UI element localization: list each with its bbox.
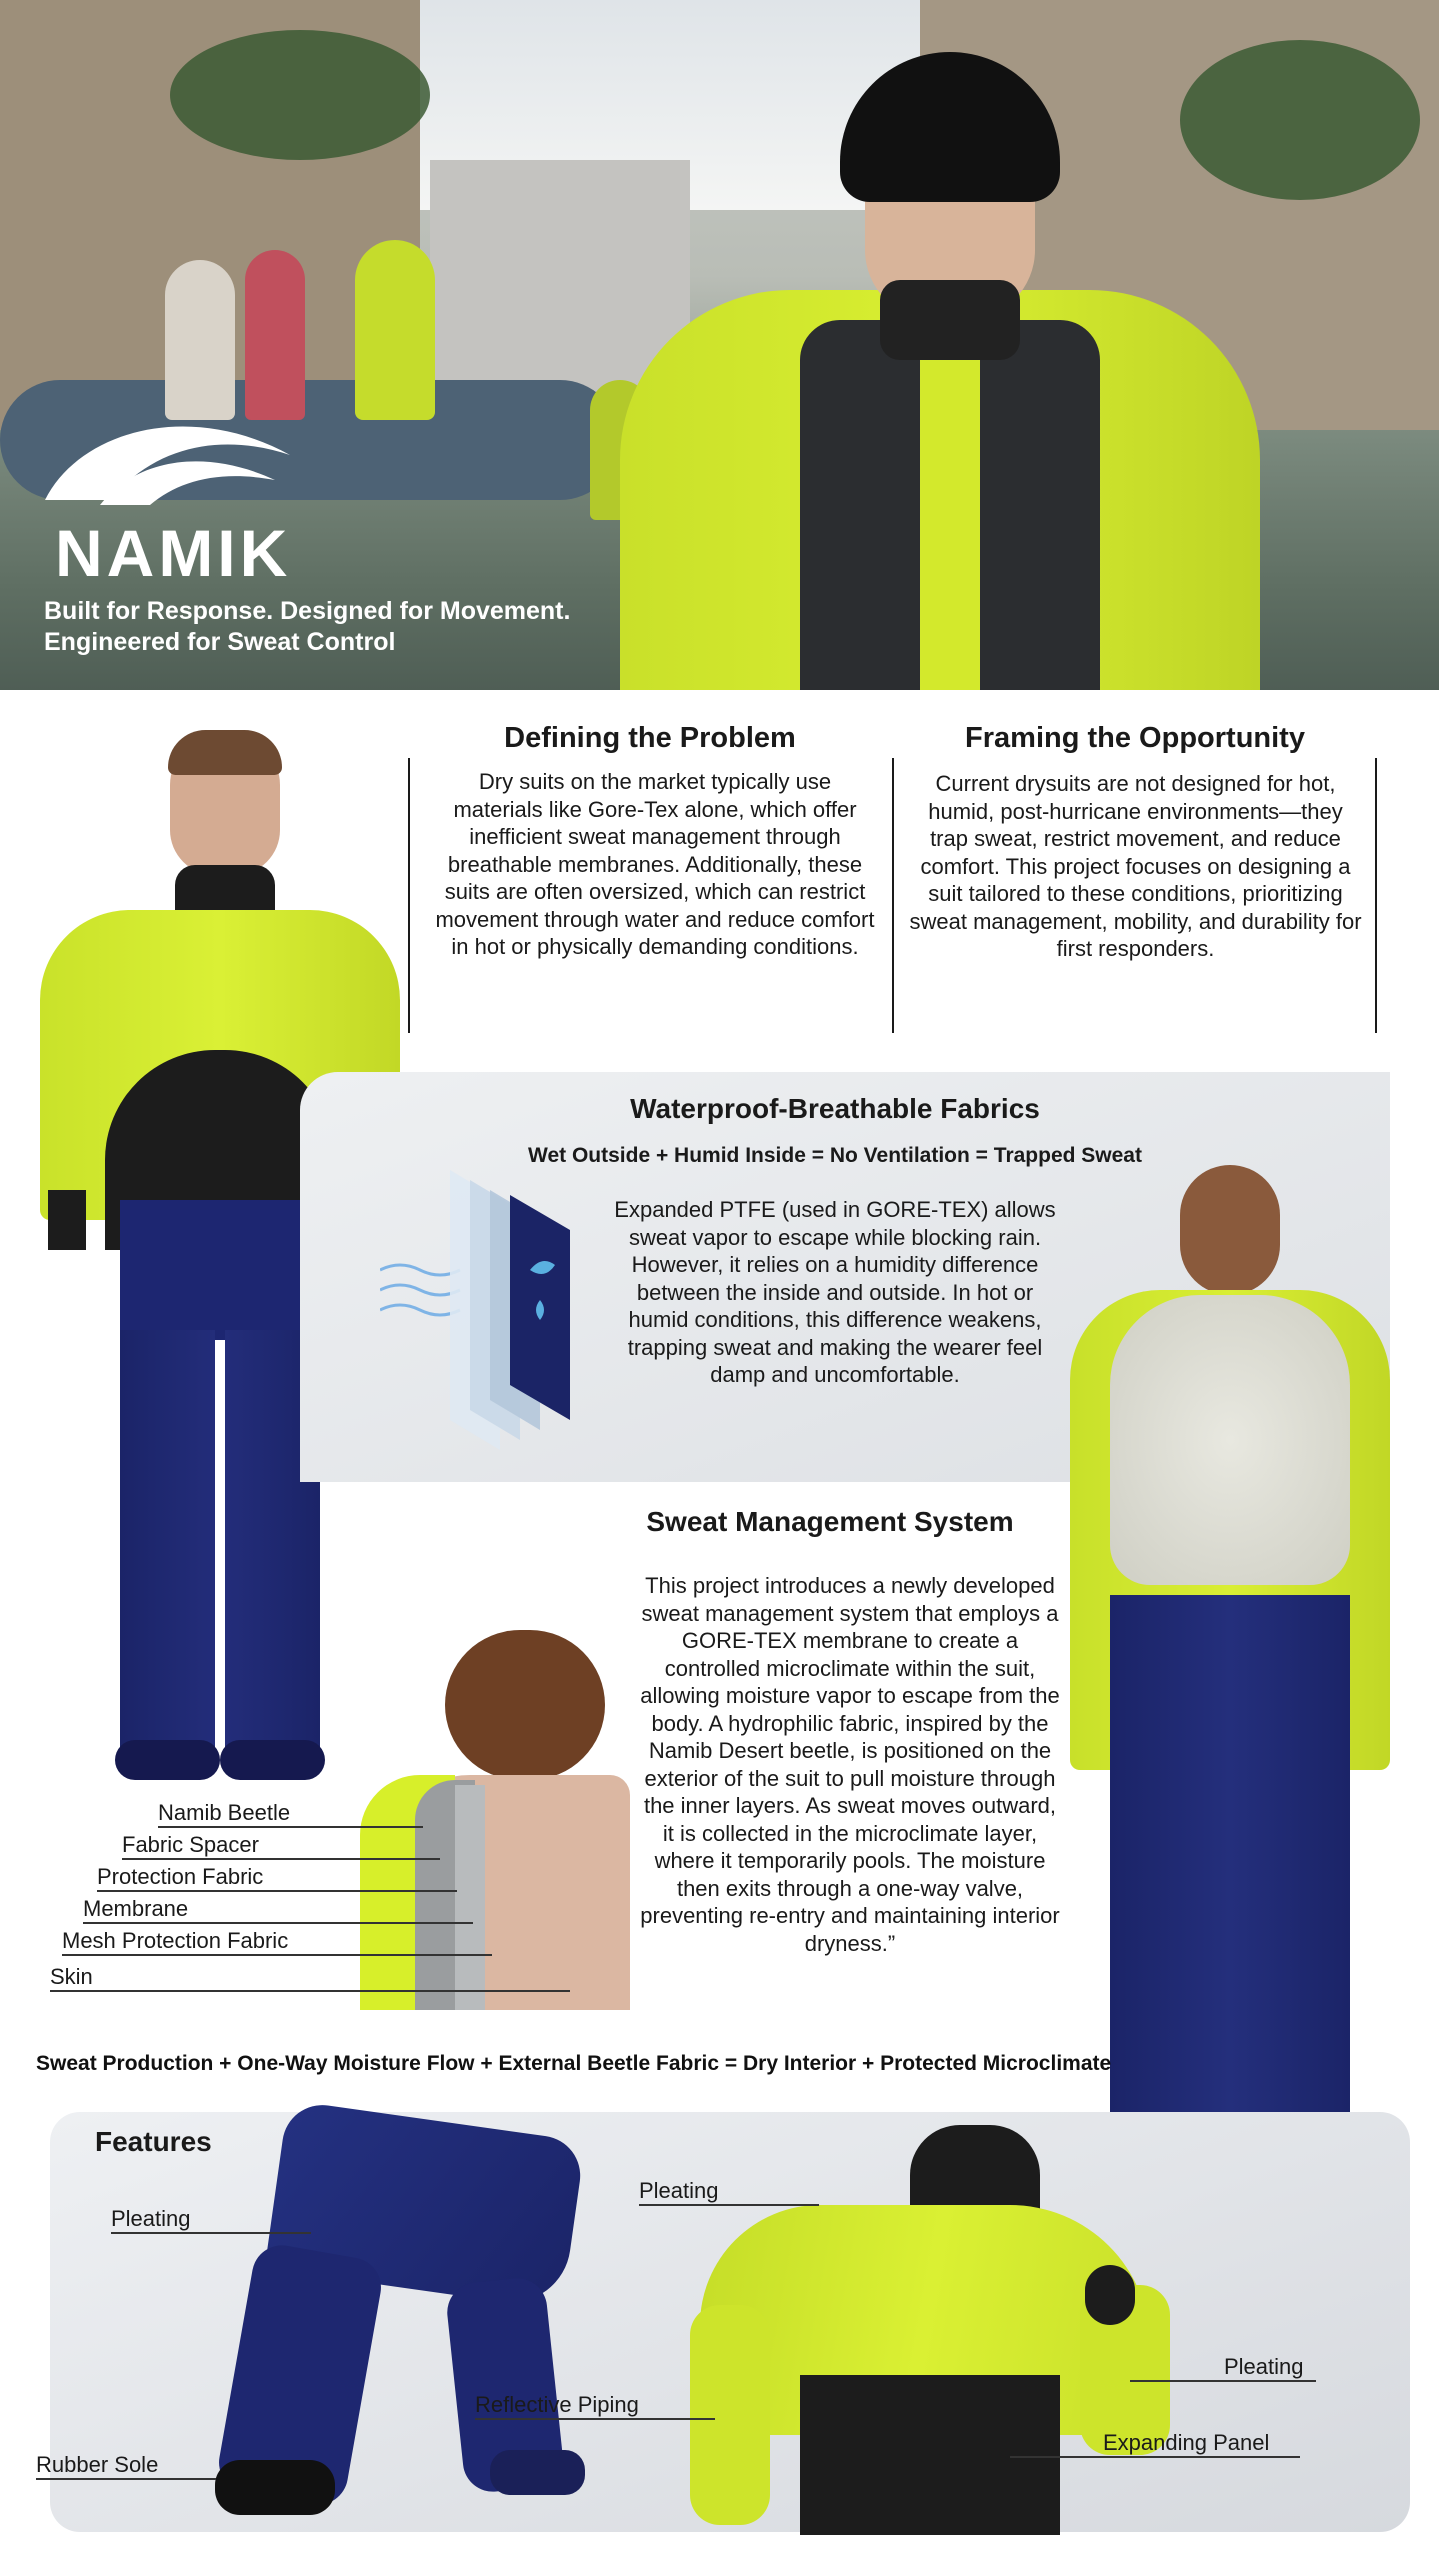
problem-title: Defining the Problem [504, 722, 796, 754]
layer-label-protection-fabric: Protection Fabric [97, 1864, 264, 1889]
divider-line [892, 758, 894, 1033]
feature-label-pleating-center: Pleating [639, 2178, 719, 2203]
boot-right [220, 1740, 325, 1780]
feature-trousers-illustration [215, 2120, 625, 2520]
opportunity-title: Framing the Opportunity [965, 722, 1305, 754]
hero-palm [1180, 40, 1420, 200]
leader-line [158, 1826, 423, 1828]
model-head-back [1180, 1165, 1280, 1295]
cross-section-membrane [455, 1785, 485, 2010]
back-trousers [1110, 1595, 1350, 2155]
opportunity-body: Current drysuits are not designed for hot, humid, post-hurricane environments—they trap sweat, restrict movement, and reduce comfort. This project focuses on designing a suit tailored to these conditions, prioritizing sweat management, mobility, and durability for first responders. [909, 771, 1362, 961]
hero-vest-strap [920, 350, 980, 690]
boot-left [115, 1740, 220, 1780]
jacket-sleeve-left [690, 2305, 770, 2525]
divider-line [408, 758, 410, 1033]
leader-line [50, 1990, 570, 1992]
namik-wave-logo-icon [40, 400, 300, 510]
rear-boot [490, 2450, 585, 2495]
sweat-title: Sweat Management System [646, 1506, 1014, 1537]
tagline-line-1: Built for Response. Designed for Movement. [44, 597, 571, 625]
rubber-sole-boot [215, 2460, 335, 2515]
leader-line [97, 1890, 457, 1892]
hero-tagline [44, 596, 664, 658]
hero-responder [355, 240, 435, 420]
leader-line [639, 2204, 819, 2206]
jacket-cuff [1085, 2265, 1135, 2325]
problem-body: Dry suits on the market typically use materials like Gore-Tex alone, which offer inefficient sweat management through breathable membranes. Additionally, these suits are often oversized, which can restrict movement through water and reduce comfort in hot or physically demanding conditions. [435, 769, 875, 959]
hero-neck-seal [880, 280, 1020, 360]
back-mesh-panel [1110, 1295, 1350, 1585]
feature-label-expanding-panel: Expanding Panel [1103, 2430, 1270, 2455]
fabrics-equation: Wet Outside + Humid Inside = No Ventilation = Trapped Sweat [528, 1144, 1142, 1167]
fabric-layers-icon [380, 1150, 590, 1460]
system-formula: Sweat Production + One-Way Moisture Flow + External Beetle Fabric = Dry Interior + Protected Microclimate [36, 2052, 1112, 2075]
hero-survivor [165, 260, 235, 420]
leader-line [122, 1858, 440, 1860]
leader-line [1010, 2456, 1300, 2458]
sweat-body: This project introduces a newly developed sweat management system that employs a GORE-TEX membrane to create a controlled microclimate within the suit, allowing moisture vapor to escape from the body. A hydrophilic fabric, inspired by the Namib Desert beetle, is positioned on the exterior of the suit to pull moisture through the inner layers. As sweat moves outward, it is collected in the microclimate layer, where it temporarily pools. The moisture then exits through a one-way valve, preventing re-entry and maintaining interior dryness.” [640, 1573, 1060, 1956]
jacket-lower-panel [800, 2375, 1060, 2535]
layer-label-mesh-protection: Mesh Protection Fabric [62, 1928, 289, 1953]
leader-line [475, 2418, 715, 2420]
fabrics-body: Expanded PTFE (used in GORE-TEX) allows sweat vapor to escape while blocking rain. However, it relies on a humidity difference between the inside and outside. In hot or humid conditions, this difference weakens, trapping sweat and making the wearer feel damp and uncomfortable. [614, 1197, 1056, 1387]
feature-label-pleating-right: Pleating [1224, 2354, 1304, 2379]
trouser-leg-left [120, 1330, 215, 1760]
feature-label-pleating: Pleating [111, 2206, 191, 2231]
tagline-line-2: Engineered for Sweat Control [44, 628, 396, 656]
model-hair [168, 730, 282, 775]
feature-jacket-illustration [690, 2125, 1180, 2535]
leader-line [1130, 2380, 1316, 2382]
fabrics-title: Waterproof-Breathable Fabrics [630, 1093, 1040, 1124]
shoulder-cross-section [360, 1600, 630, 2010]
hero-banner [0, 0, 1439, 690]
brand-name: NAMIK [55, 516, 292, 590]
trouser-waist [120, 1200, 320, 1340]
feature-label-rubber-sole: Rubber Sole [36, 2452, 159, 2477]
cross-section-hair [445, 1630, 605, 1780]
cuff-left [48, 1190, 86, 1250]
layer-label-namib-beetle: Namib Beetle [158, 1800, 291, 1825]
hero-palm [170, 30, 430, 160]
features-title: Features [95, 2126, 212, 2157]
layer-label-skin: Skin [50, 1964, 93, 1989]
leader-line [111, 2232, 311, 2234]
layer-label-fabric-spacer: Fabric Spacer [122, 1832, 259, 1857]
hero-survivor [245, 250, 305, 420]
leader-line [36, 2478, 216, 2480]
leader-line [83, 1922, 473, 1924]
feature-label-reflective-piping: Reflective Piping [475, 2392, 639, 2417]
layer-label-membrane: Membrane [83, 1896, 189, 1921]
divider-line [1375, 758, 1377, 1033]
leader-line [62, 1954, 492, 1956]
